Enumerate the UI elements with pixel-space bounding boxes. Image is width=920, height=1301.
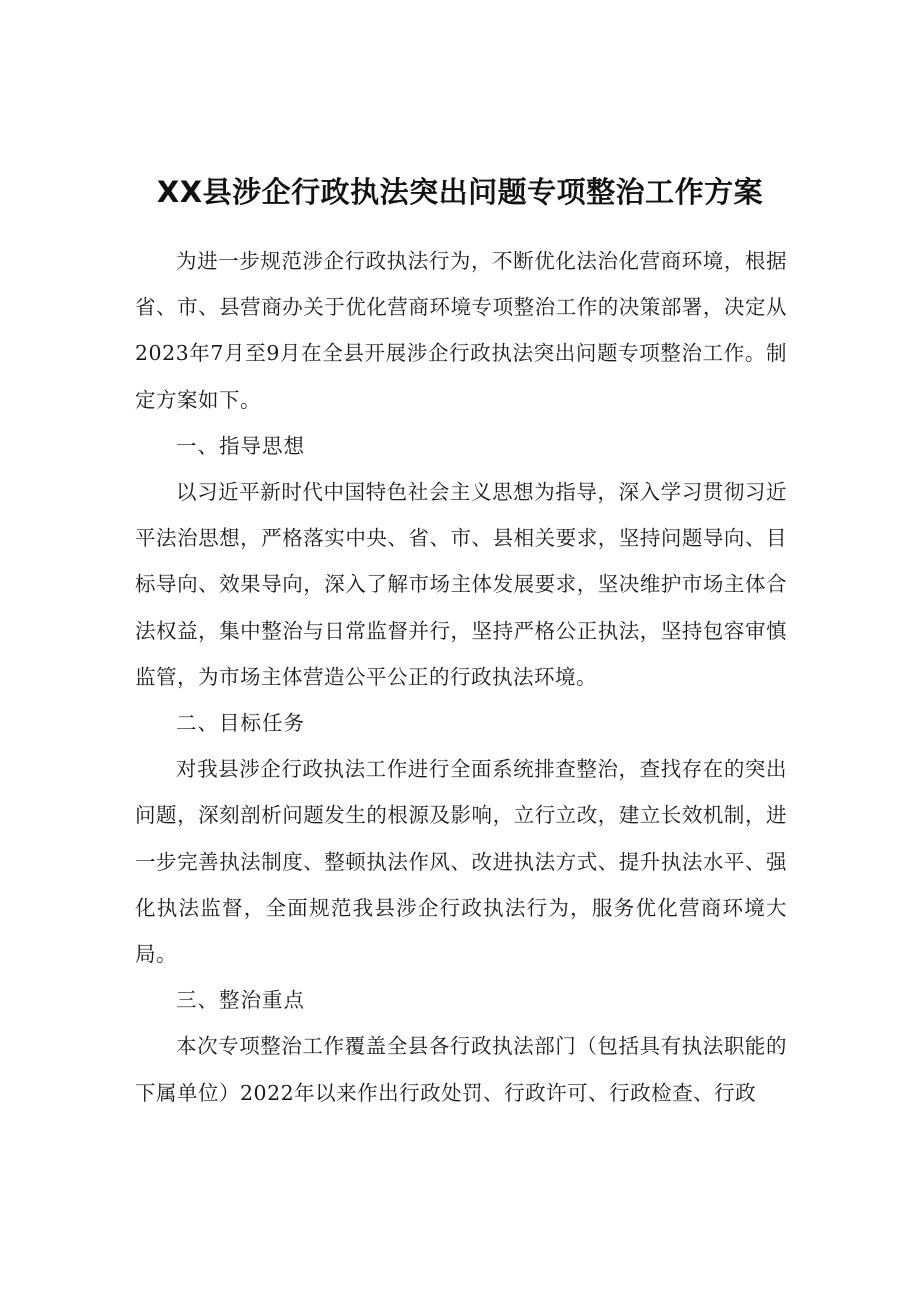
- section-body-objectives: 对我县涉企行政执法工作进行全面系统排查整治，查找存在的突出问题，深刻剖析问题发生的根源及影响，立行立改，建立长效机制，进一步完善执法制度、整顿执法作风、改进执法方式、提升执法水平、强化执法监督，全面规范我县涉企行政执法行为，服务优化营商环境大局。: [135, 757, 787, 967]
- section-heading-objectives: 二、目标任务: [176, 711, 305, 736]
- section-body-key-areas: 本次专项整治工作覆盖全县各行政执法部门（包括具有执法职能的下属单位）2022年以来作出行政处罚、行政许可、行政检查、行政: [135, 1034, 787, 1105]
- section-heading-key-areas: 三、整治重点: [176, 988, 305, 1013]
- section-body-guiding-ideology: 以习近平新时代中国特色社会主义思想为指导，深入学习贯彻习近平法治思想，严格落实中央、省、市、县相关要求，坚持问题导向、目标导向、效果导向，深入了解市场主体发展要求，坚决维护市场主体合法权益，集中整治与日常监督并行，坚持严格公正执法，坚持包容审慎监管，为市场主体营造公平公正的行政执法环境。: [135, 480, 787, 689]
- intro-paragraph: 为进一步规范涉企行政执法行为，不断优化法治化营商环境，根据省、市、县营商办关于优化营商环境专项整治工作的决策部署，决定从2023年7月至9月在全县开展涉企行政执法突出问题专项整治工作。制定方案如下。: [135, 249, 787, 412]
- section-heading-guiding-ideology: 一、指导思想: [176, 433, 305, 458]
- document-body: [135, 238, 787, 1116]
- document-title: XX县涉企行政执法突出问题专项整治工作方案: [156, 175, 764, 209]
